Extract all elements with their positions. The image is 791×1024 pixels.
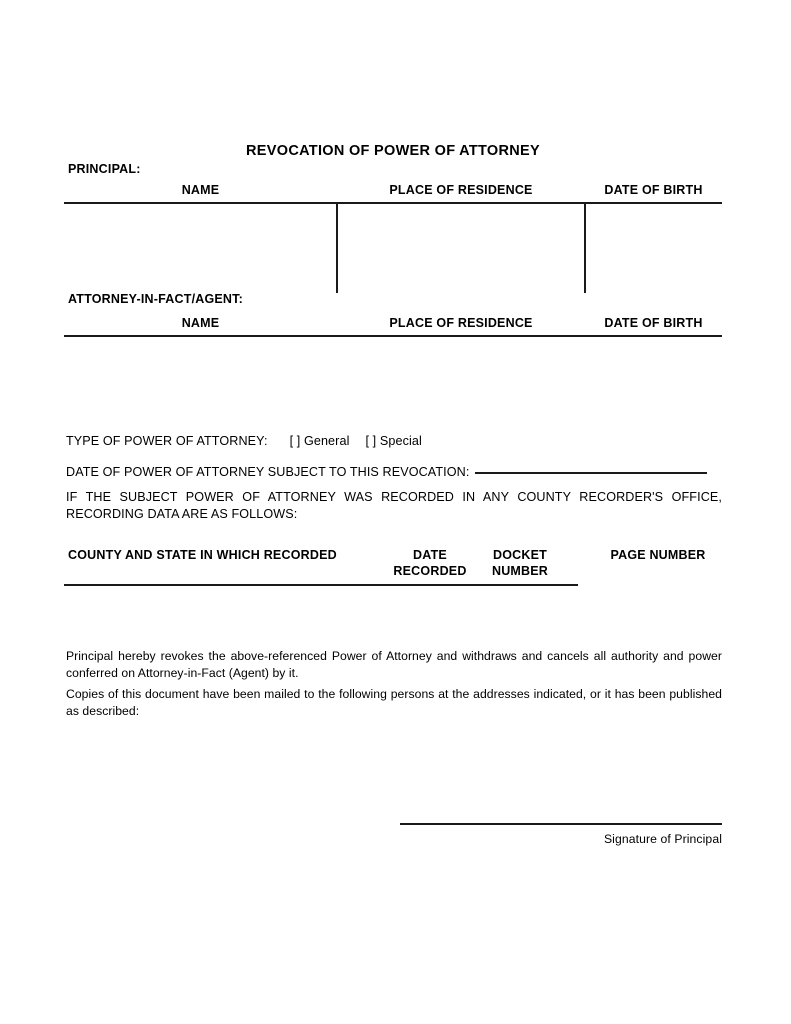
agent-column-header-residence: PLACE OF RESIDENCE bbox=[389, 316, 533, 330]
signature-line[interactable] bbox=[400, 823, 722, 825]
principal-section-label: PRINCIPAL: bbox=[68, 162, 141, 176]
signature-block bbox=[400, 823, 722, 846]
copies-paragraph: Copies of this document have been mailed to the following persons at the addresses indicated, or it has been published as described: bbox=[66, 687, 722, 718]
agent-table-header-row bbox=[64, 316, 722, 333]
principal-column-header-name: NAME bbox=[181, 183, 220, 197]
recording-column-header-date-line2: RECORDED bbox=[393, 564, 467, 578]
principal-table-divider-1 bbox=[336, 204, 338, 293]
power-date-input-line[interactable] bbox=[475, 461, 707, 474]
recording-column-header-docket-number bbox=[468, 547, 572, 579]
principal-column-header-residence: PLACE OF RESIDENCE bbox=[389, 183, 533, 197]
principal-table bbox=[64, 183, 722, 294]
power-type-option-special[interactable]: [ ] Special bbox=[365, 434, 422, 448]
recording-data-table bbox=[64, 547, 722, 586]
agent-table-entry-area[interactable] bbox=[64, 337, 722, 429]
agent-column-header-name: NAME bbox=[181, 316, 220, 330]
page-title: REVOCATION OF POWER OF ATTORNEY bbox=[246, 143, 540, 159]
agent-column-header-date-of-birth: DATE OF BIRTH bbox=[604, 316, 703, 330]
agent-table bbox=[64, 316, 722, 429]
power-date-row bbox=[66, 461, 722, 481]
power-type-row bbox=[66, 433, 722, 450]
power-type-prompt: TYPE OF POWER OF ATTORNEY: bbox=[66, 434, 268, 448]
revocation-paragraph: Principal hereby revokes the above-referenced Power of Attorney and withdraws and cancels all authority and power conferred on Attorney-in-Fact (Agent) by it. bbox=[66, 649, 722, 680]
recording-table-header-row bbox=[64, 547, 722, 580]
recording-column-header-docket-line1: DOCKET bbox=[493, 548, 547, 562]
agent-section-label: ATTORNEY-IN-FACT/AGENT: bbox=[68, 292, 243, 306]
recording-notice-text: IF THE SUBJECT POWER OF ATTORNEY WAS RECORDED IN ANY COUNTY RECORDER'S OFFICE, RECORDING DATA ARE AS FOLLOWS: bbox=[66, 490, 722, 521]
principal-table-header-row bbox=[64, 183, 722, 200]
recording-column-header-docket-line2: NUMBER bbox=[491, 564, 549, 578]
principal-column-header-date-of-birth: DATE OF BIRTH bbox=[604, 183, 703, 197]
recording-column-header-county-state: COUNTY AND STATE IN WHICH RECORDED bbox=[68, 548, 337, 562]
recording-column-header-page-number: PAGE NUMBER bbox=[578, 547, 738, 1024]
signature-caption: Signature of Principal bbox=[603, 832, 722, 846]
power-date-prompt: DATE OF POWER OF ATTORNEY SUBJECT TO THIS REVOCATION: bbox=[66, 465, 470, 479]
recording-column-header-date-line1: DATE bbox=[413, 548, 447, 562]
power-type-option-general[interactable]: [ ] General bbox=[289, 434, 350, 448]
principal-table-divider-2 bbox=[584, 204, 586, 293]
principal-table-entry-area[interactable] bbox=[64, 204, 722, 294]
